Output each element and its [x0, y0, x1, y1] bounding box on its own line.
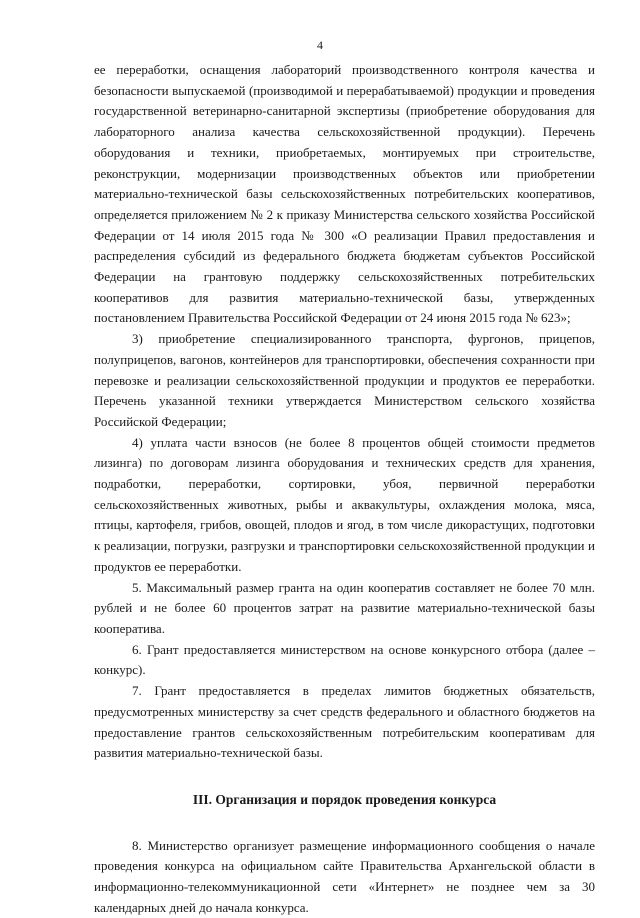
paragraph-6: 6. Грант предоставляется министерством на основе конкурсного отбора (далее – конкурс).	[94, 641, 595, 678]
paragraph-7: 7. Грант предоставляется в пределах лимитов бюджетных обязательств, предусмотренных министерству за счет средств федерального и областного бюджетов на предоставление грантов сельскохозяйственным потребительским кооперативам для развития материально-технической базы.	[94, 683, 595, 761]
document-body	[94, 60, 595, 918]
paragraph-8: 8. Министерство организует размещение информационного сообщения о начале проведения конкурса на официальном сайте Правительства Архангельской области в информационно-телекоммуникационной сети «Интернет» не позднее чем за 30 календарных дней до начала конкурса.	[94, 837, 595, 915]
paragraph-item-4: 4) уплата части взносов (не более 8 процентов общей стоимости предметов лизинга) по договорам лизинга оборудования и технических средств для хранения, подработки, переработки, сортировки, убоя, первичной переработки сельскохозяйственных животных, рыбы и аквакультуры, охлаждения молока, мяса, птицы, картофеля, грибов, овощей, плодов и ягод, в том числе дикорастущих, подготовки к реализации, погрузки, разгрузки и транспортировки сельскохозяйственной продукции и продуктов ее переработки.	[94, 434, 595, 574]
page-number: 4	[317, 38, 323, 52]
paragraph-item-3: 3) приобретение специализированного транспорта, фургонов, прицепов, полуприцепов, вагонов, контейнеров для транспортировки, обеспечения сохранности при перевозке и реализации сельскохозяйственной продукции и продуктов ее переработки. Перечень указанной техники утверждается Министерством сельского хозяйства Российской Федерации;	[94, 331, 595, 429]
section-heading: III. Организация и порядок проведения конкурса	[192, 791, 497, 807]
paragraph-5: 5. Максимальный размер гранта на один кооператив составляет не более 70 млн. рублей и не более 60 процентов затрат на развитие материально-технической базы кооператива.	[94, 579, 595, 636]
paragraph-continuation: ее переработки, оснащения лабораторий производственного контроля качества и безопасности выпускаемой (производимой и перерабатываемой) продукции и проведения государственной ветеринарно-санитарной экспертизы (приобретение оборудования для лабораторного анализа качества сельскохозяйственной продукции). Перечень оборудования и техники, приобретаемых, монтируемых при строительстве, реконструкции, модернизации производственных объектов или приобретении материально-технической базы сельскохозяйственных потребительских кооперативов, определяется приложением № 2 к приказу Министерства сельского хозяйства Российской Федерации от 14 июля 2015 года № 300 «О реализации Правил предоставления и распределения субсидий из федерального бюджета бюджетам субъектов Российской Федерации на грантовую поддержку сельскохозяйственных потребительских кооперативов для развития материально-технической базы, утвержденных постановлением Правительства Российской Федерации от 24 июня 2015 года № 623»;	[94, 62, 595, 326]
